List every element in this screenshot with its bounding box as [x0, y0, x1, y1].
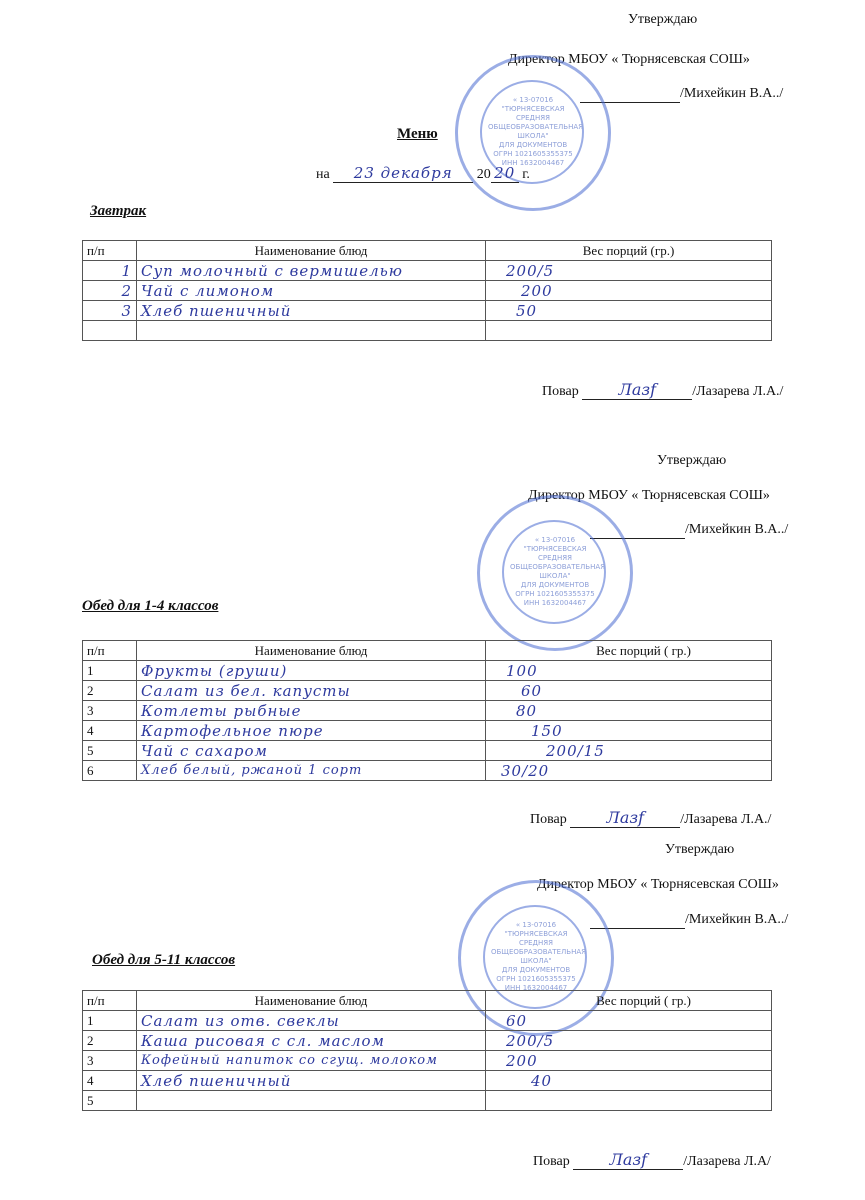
table-header: п/п Наименование блюд Вес порций ( гр.) — [83, 641, 772, 661]
school-stamp-2: « 13-07016 "ТЮРНЯСЕВСКАЯ СРЕДНЯЯ ОБЩЕОБРАЗОВАТЕЛЬНАЯ ШКОЛА" ДЛЯ ДОКУМЕНТОВ ОГРН 1021605355375 ИНН 1632004467 — [477, 495, 633, 651]
cook-line-3: Повар Лазf /Лазарева Л.А/ — [533, 1150, 771, 1169]
table-row: 2 Каша рисовая с сл. маслом 200/5 — [83, 1031, 772, 1051]
director-line-2: Директор МБОУ « Тюрнясевская СОШ» — [528, 488, 770, 503]
cook-signature-3: Лазf — [573, 1150, 683, 1170]
table-header: п/п Наименование блюд Вес порций ( гр.) — [83, 991, 772, 1011]
cook-signature-2: Лазf — [570, 808, 680, 828]
lunch-5-11-title: Обед для 5-11 классов — [92, 952, 236, 968]
school-stamp-3: « 13-07016 "ТЮРНЯСЕВСКАЯ СРЕДНЯЯ ОБЩЕОБРАЗОВАТЕЛЬНАЯ ШКОЛА" ДЛЯ ДОКУМЕНТОВ ОГРН 1021605355375 ИНН 1632004467 — [458, 880, 614, 1036]
director-sign-line-3: /Михейкин В.А../ — [590, 912, 788, 929]
approve-label-2: Утверждаю — [657, 453, 727, 468]
table-row: 5 — [83, 1091, 772, 1111]
table-row: 1 Фрукты (груши) 100 — [83, 661, 772, 681]
table-row: 3 Котлеты рыбные 80 — [83, 701, 772, 721]
table-header: п/п Наименование блюд Вес порций (гр.) — [83, 241, 772, 261]
table-row: 2 Салат из бел. капусты 60 — [83, 681, 772, 701]
menu-date: на 23 декабря 20 20 г. — [316, 164, 530, 182]
cook-line-1: Повар Лазf /Лазарева Л.А./ — [542, 380, 784, 399]
menu-title: Меню — [397, 126, 438, 142]
cook-line-2: Повар Лазf /Лазарева Л.А./ — [530, 808, 772, 827]
lunch-1-4-table — [82, 640, 772, 781]
table-row: 6 Хлеб белый, ржаной 1 сорт 30/20 — [83, 761, 772, 781]
school-stamp-1 — [455, 55, 611, 211]
table-row: 5 Чай с сахаром 200/15 — [83, 741, 772, 761]
table-row — [83, 321, 772, 341]
date-day: 23 декабря — [333, 164, 473, 183]
breakfast-table — [82, 240, 772, 341]
stamp-text-1: « 13-07016 "ТЮРНЯСЕВСКАЯ СРЕДНЯЯ ОБЩЕОБРАЗОВАТЕЛЬНАЯ ШКОЛА" ДЛЯ ДОКУМЕНТОВ ОГРН 1021605355375 ИНН 1632004467 — [488, 96, 583, 167]
table-row: 1 Суп молочный с вермишелью 200/5 — [83, 261, 772, 281]
table-row: 2 Чай с лимоном 200 — [83, 281, 772, 301]
lunch-1-4-title: Обед для 1-4 классов — [82, 598, 219, 614]
breakfast-title: Завтрак — [90, 203, 147, 219]
table-row: 3 Кофейный напиток со сгущ. молоком 200 — [83, 1051, 772, 1071]
director-sign-line-2: /Михейкин В.А../ — [590, 522, 788, 539]
table-row: 3 Хлеб пшеничный 50 — [83, 301, 772, 321]
director-line-1: Директор МБОУ « Тюрнясевская СОШ» — [508, 52, 750, 67]
table-row: 4 Хлеб пшеничный 40 — [83, 1071, 772, 1091]
director-name-1: /Михейкин В.А../ — [680, 86, 784, 101]
approve-label-3: Утверждаю — [665, 842, 735, 857]
director-line-3: Директор МБОУ « Тюрнясевская СОШ» — [537, 877, 779, 892]
cook-signature-1: Лазf — [582, 380, 692, 400]
table-row: 4 Картофельное пюре 150 — [83, 721, 772, 741]
approve-label-1: Утверждаю — [628, 12, 698, 27]
lunch-5-11-table — [82, 990, 772, 1111]
table-row: 1 Салат из отв. свеклы 60 — [83, 1011, 772, 1031]
director-sign-line-1 — [580, 86, 783, 103]
